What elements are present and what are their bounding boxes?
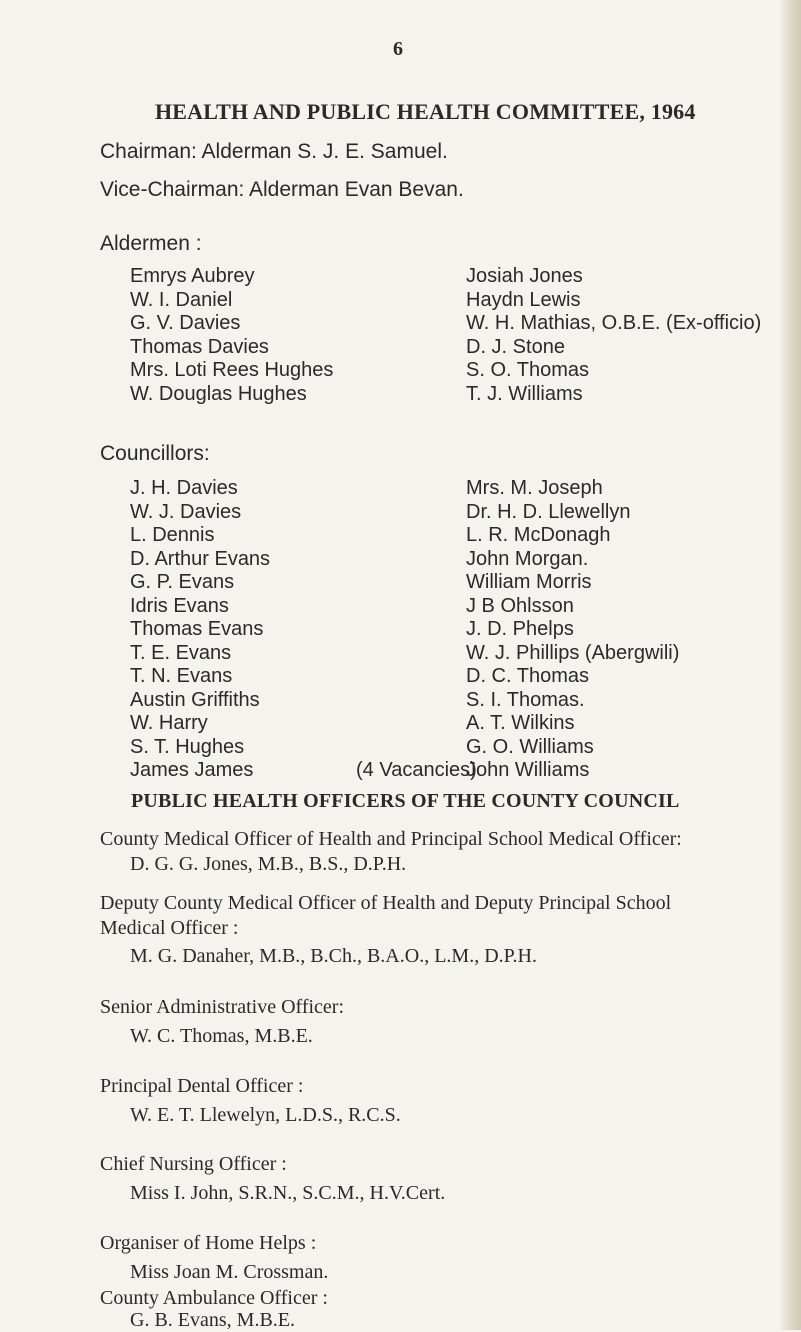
councillor-name: James James xyxy=(130,759,254,781)
sao-name: W. C. Thomas, M.B.E. xyxy=(130,1025,313,1047)
councillor-name: L. Dennis xyxy=(130,524,215,546)
alderman-name: D. J. Stone xyxy=(466,335,565,358)
alderman-name: G. V. Davies xyxy=(130,312,241,334)
cno-name: Miss I. John, S.R.N., S.C.M., H.V.Cert. xyxy=(130,1182,446,1204)
cao-name: G. B. Evans, M.B.E. xyxy=(130,1309,295,1331)
deputy-title-line1: Deputy County Medical Officer of Health and Deputy Principal School xyxy=(100,892,672,914)
cno-title: Chief Nursing Officer : xyxy=(100,1153,287,1175)
aldermen-left-list xyxy=(130,265,333,406)
vice-chairman-line: Vice-Chairman: Alderman Evan Bevan. xyxy=(100,178,464,201)
councillor-name: J. H. Davies xyxy=(130,477,238,499)
pdo-name: W. E. T. Llewelyn, L.D.S., R.C.S. xyxy=(130,1104,401,1126)
cmo-name: D. G. G. Jones, M.B., B.S., D.P.H. xyxy=(130,853,407,875)
sao-title: Senior Administrative Officer: xyxy=(100,996,345,1018)
alderman-name: W. Douglas Hughes xyxy=(130,382,307,405)
councillor-name: T. E. Evans xyxy=(130,641,232,664)
alderman-name: Thomas Davies xyxy=(130,335,269,358)
councillor-name: John Williams xyxy=(466,759,590,781)
vacancies-note: (4 Vacancies) xyxy=(356,759,477,781)
deputy-title-line2: Medical Officer : xyxy=(100,917,239,939)
councillor-name: S. I. Thomas. xyxy=(466,688,585,711)
councillor-name: G. O. Williams xyxy=(466,735,594,758)
ohh-name: Miss Joan M. Crossman. xyxy=(130,1261,329,1283)
chairman-line: Chairman: Alderman S. J. E. Samuel. xyxy=(100,140,448,163)
councillor-name: John Morgan. xyxy=(466,547,589,570)
councillors-left-list xyxy=(130,477,270,783)
alderman-name: Haydn Lewis xyxy=(466,288,581,311)
alderman-name: W. I. Daniel xyxy=(130,288,233,311)
officers-title: PUBLIC HEALTH OFFICERS OF THE COUNTY COUNCIL xyxy=(131,790,680,812)
councillor-name: Thomas Evans xyxy=(130,618,264,640)
alderman-name: Josiah Jones xyxy=(466,265,583,287)
councillor-name: William Morris xyxy=(466,571,592,593)
aldermen-heading: Aldermen : xyxy=(100,232,202,255)
councillor-name: W. J. Davies xyxy=(130,500,242,523)
alderman-name: T. J. Williams xyxy=(466,382,583,405)
councillor-name: Mrs. M. Joseph xyxy=(466,477,603,499)
alderman-name: W. H. Mathias, O.B.E. (Ex-officio) xyxy=(466,312,762,334)
councillor-name: T. N. Evans xyxy=(130,665,233,687)
councillor-name: W. J. Phillips (Abergwili) xyxy=(466,641,680,664)
councillor-name: W. Harry xyxy=(130,712,208,734)
deputy-name: M. G. Danaher, M.B., B.Ch., B.A.O., L.M., D.P.H. xyxy=(130,945,537,967)
councillor-name: Idris Evans xyxy=(130,594,229,617)
councillor-name: A. T. Wilkins xyxy=(466,712,575,734)
alderman-name: S. O. Thomas xyxy=(466,359,590,381)
cmo-title: County Medical Officer of Health and Principal School Medical Officer: xyxy=(100,828,682,850)
councillor-name: L. R. McDonagh xyxy=(466,524,611,546)
page-edge-shadow xyxy=(779,0,801,1330)
page-number: 6 xyxy=(393,38,403,60)
ohh-title: Organiser of Home Helps : xyxy=(100,1232,317,1254)
pdo-title: Principal Dental Officer : xyxy=(100,1075,304,1097)
councillor-name: G. P. Evans xyxy=(130,571,235,593)
councillors-right-list xyxy=(466,477,679,783)
councillor-name: Dr. H. D. Llewellyn xyxy=(466,500,631,523)
alderman-name: Mrs. Loti Rees Hughes xyxy=(130,359,334,381)
cao-title: County Ambulance Officer : xyxy=(100,1287,328,1309)
councillor-name: D. Arthur Evans xyxy=(130,547,271,570)
councillor-name: D. C. Thomas xyxy=(466,665,589,687)
alderman-name: Emrys Aubrey xyxy=(130,265,255,287)
aldermen-right-list xyxy=(466,265,761,406)
councillors-heading: Councillors: xyxy=(100,442,210,465)
councillor-name: S. T. Hughes xyxy=(130,735,245,758)
councillor-name: J B Ohlsson xyxy=(466,594,574,617)
councillor-name: J. D. Phelps xyxy=(466,618,574,640)
councillor-name: Austin Griffiths xyxy=(130,688,260,711)
committee-title: HEALTH AND PUBLIC HEALTH COMMITTEE, 1964 xyxy=(155,99,696,124)
